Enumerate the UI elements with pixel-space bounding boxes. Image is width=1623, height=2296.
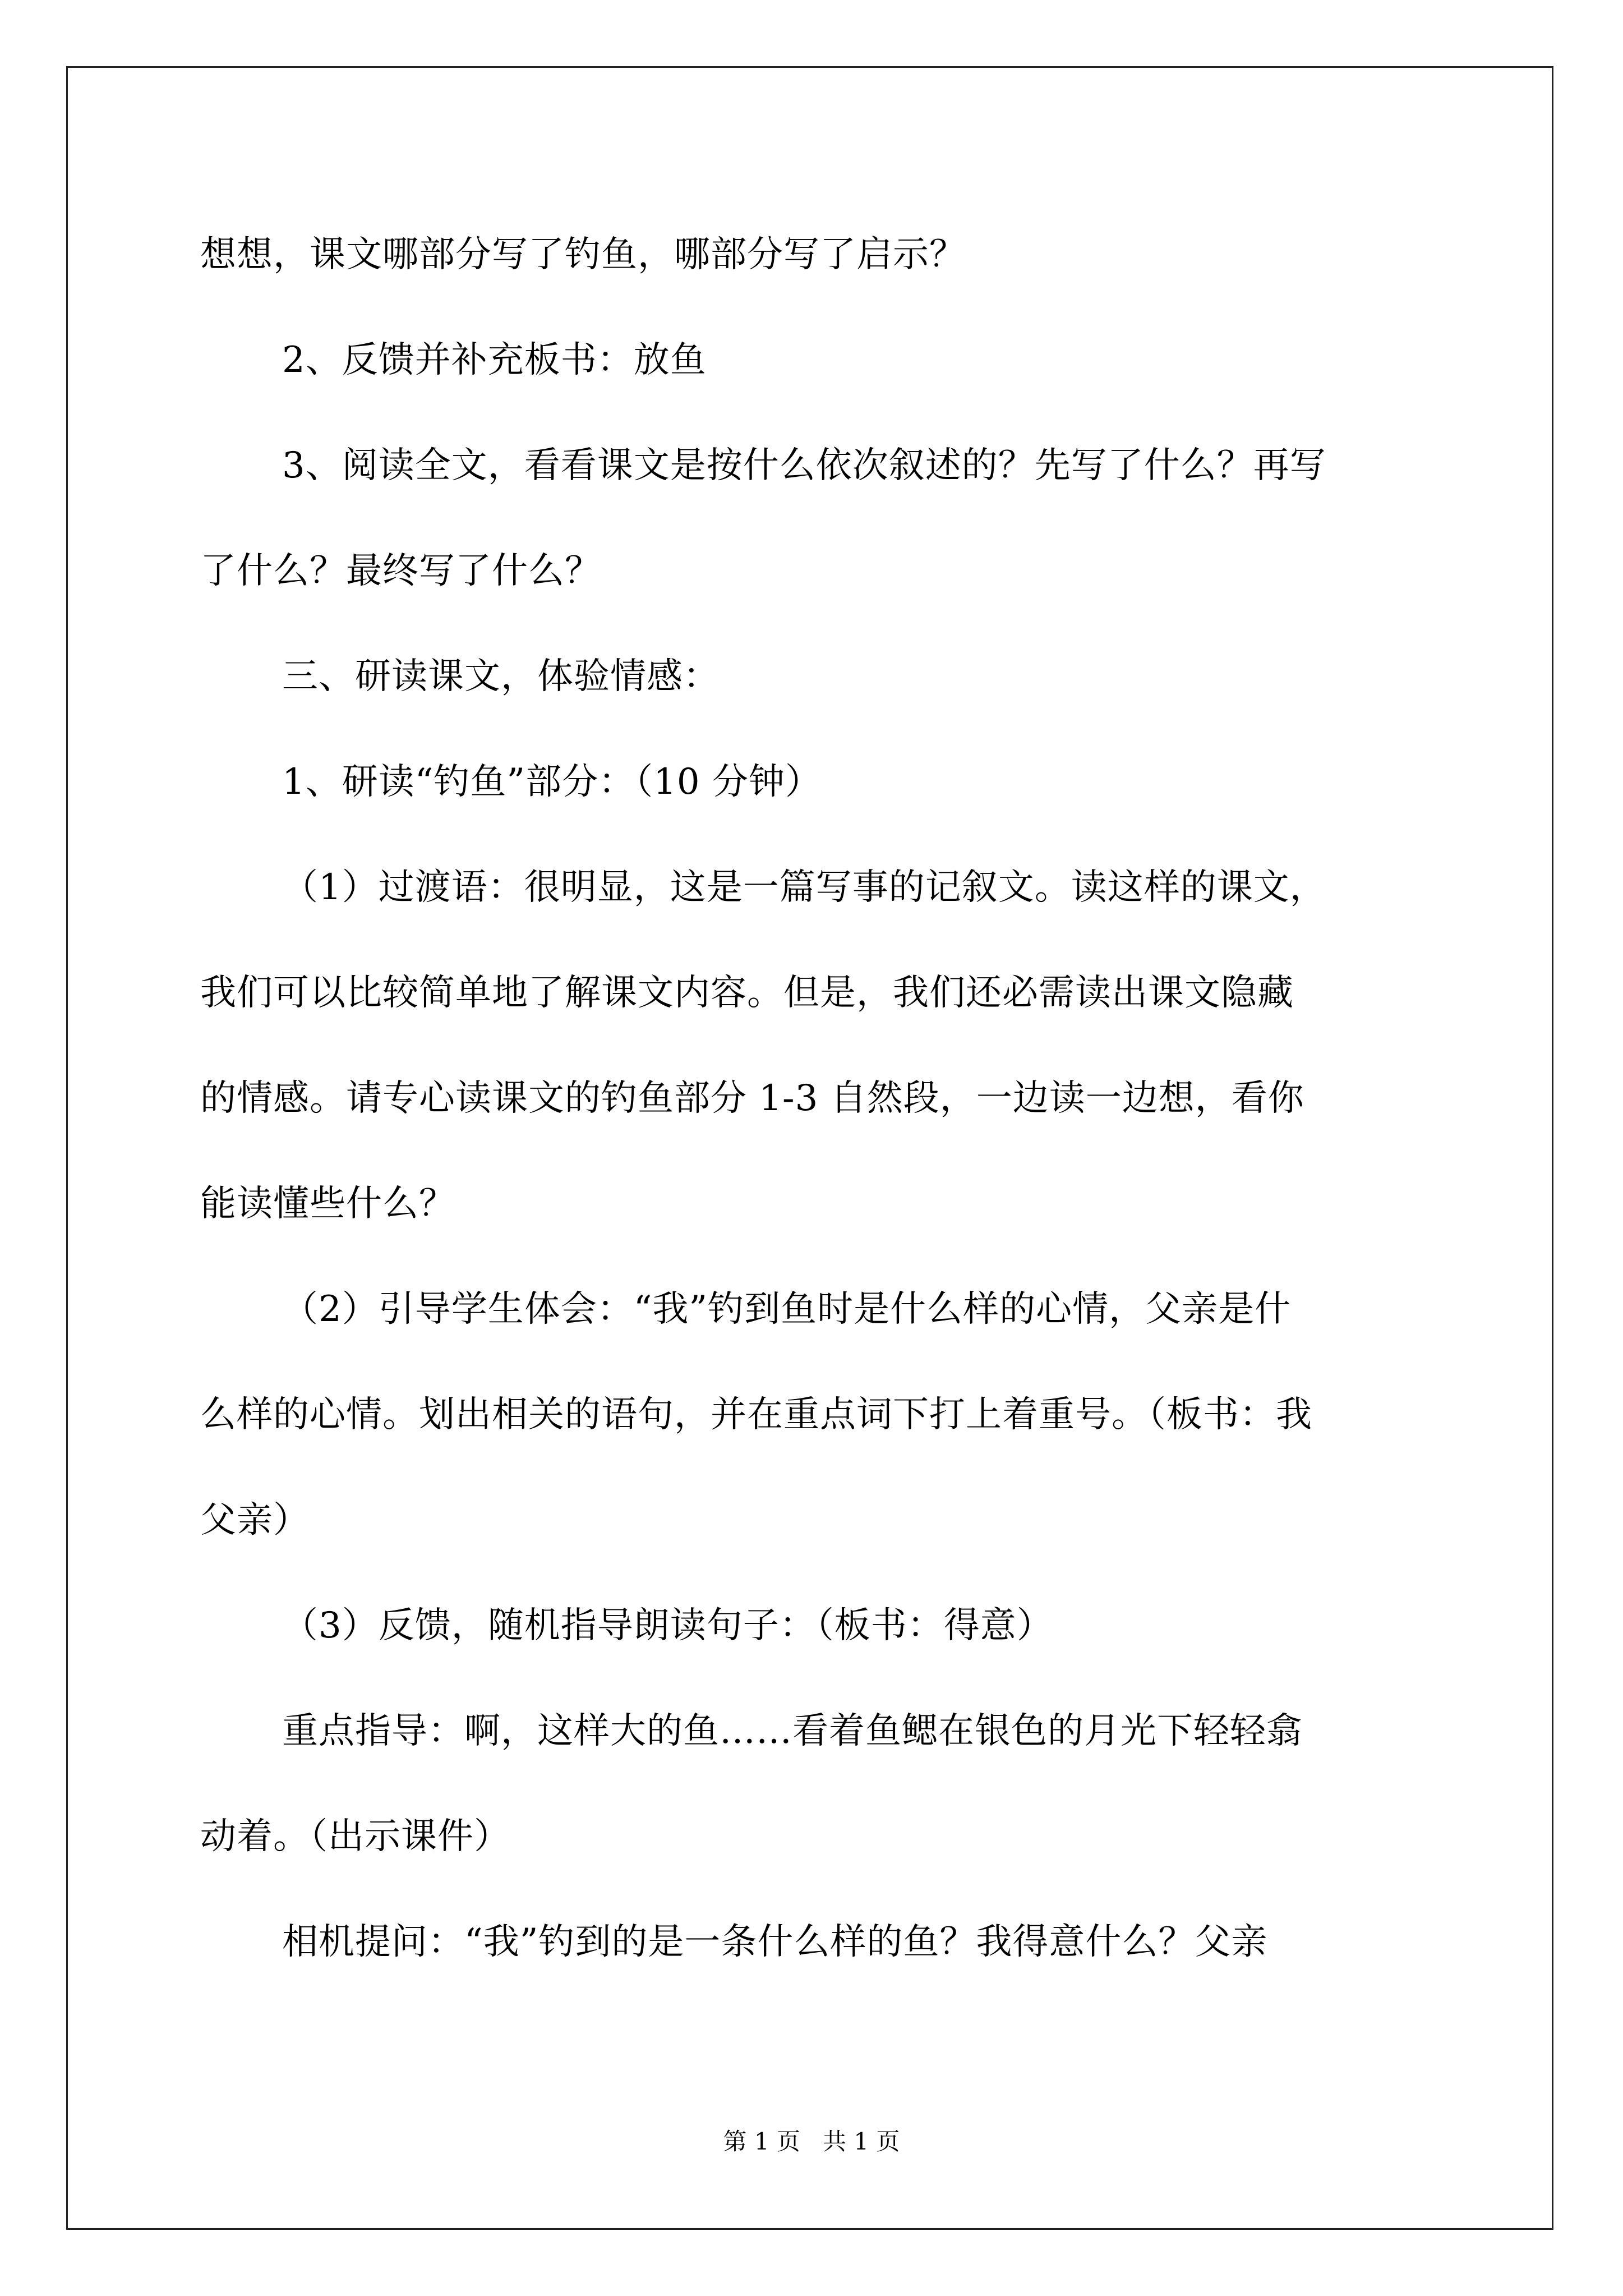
text-line: （2）引导学生体会：“我”钓到鱼时是什么样的心情，父亲是什 bbox=[282, 1289, 1292, 1330]
document-body bbox=[200, 202, 1434, 1995]
text-line: 动着。（出示课件） bbox=[200, 1816, 510, 1857]
text-line: 父亲） bbox=[200, 1499, 310, 1541]
text-line: 能读懂些什么？ bbox=[200, 1183, 455, 1225]
text-line: 的情感。请专心读课文的钓鱼部分 1-3 自然段，一边读一边想，看你 bbox=[200, 1078, 1304, 1119]
text-line: 想想，课文哪部分写了钓鱼，哪部分写了启示？ bbox=[200, 234, 966, 275]
text-line: 了什么？最终写了什么？ bbox=[200, 550, 601, 592]
text-line: 2、反馈并补充板书：放鱼 bbox=[282, 339, 707, 381]
text-line: 1、研读“钓鱼”部分：（10 分钟） bbox=[282, 761, 822, 803]
text-line: 我们可以比较简单地了解课文内容。但是，我们还必需读出课文隐藏 bbox=[200, 972, 1294, 1014]
page-footer: 第 1 页 共 1 页 bbox=[723, 2128, 900, 2155]
section-heading: 三、研读课文，体验情感： bbox=[282, 656, 720, 697]
text-line: （1）过渡语：很明显，这是一篇写事的记叙文。读这样的课文， bbox=[282, 867, 1326, 908]
text-line: 相机提问：“我”钓到的是一条什么样的鱼？我得意什么？父亲 bbox=[282, 1921, 1268, 1963]
text-line: 重点指导：啊，这样大的鱼……看着鱼鳃在银色的月光下轻轻翕 bbox=[282, 1710, 1303, 1752]
text-line: 3、阅读全文，看看课文是按什么依次叙述的？先写了什么？再写 bbox=[282, 445, 1326, 486]
text-line: 么样的心情。划出相关的语句，并在重点词下打上着重号。（板书：我 bbox=[200, 1394, 1312, 1435]
text-line: （3）反馈，随机指导朗读句子：（板书：得意） bbox=[282, 1605, 1053, 1646]
